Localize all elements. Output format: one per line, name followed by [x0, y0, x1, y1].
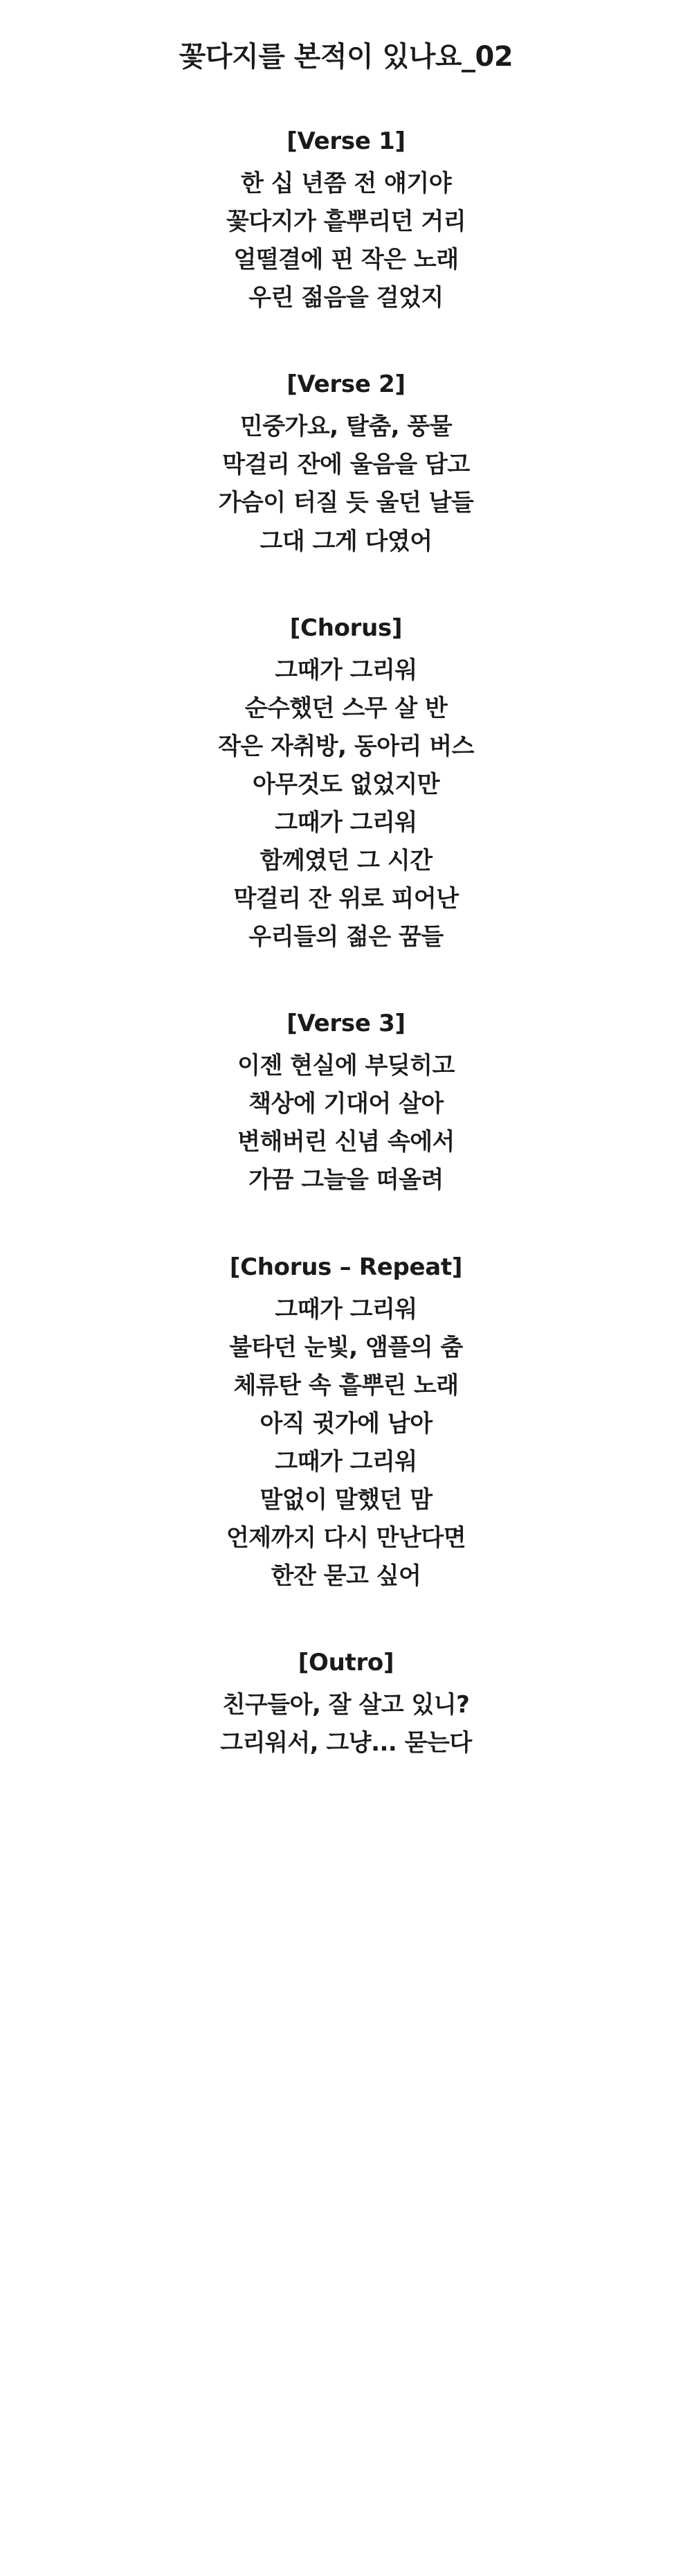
lyrics-section [28, 1250, 664, 1596]
section-heading: [Verse 2] [286, 370, 406, 399]
lyric-line: 함께였던 그 시간 [260, 847, 432, 875]
section-heading: [Verse 3] [286, 1010, 406, 1038]
lyrics-section [28, 367, 664, 560]
lyric-line: 그때가 그리워 [275, 656, 417, 684]
section-heading: [Chorus] [289, 614, 403, 642]
page-title: 꽃다지를 본적이 있나요_02 [179, 41, 513, 73]
section-heading: [Chorus – Repeat] [229, 1253, 463, 1281]
lyric-line: 아직 귓가에 남아 [260, 1409, 432, 1438]
lyric-line: 가끔 그늘을 떠올려 [248, 1166, 444, 1195]
section-heading: [Verse 1] [286, 127, 406, 155]
lyrics-section [28, 1645, 664, 1762]
lyric-line: 막걸리 잔에 울음을 담고 [222, 451, 470, 479]
lyric-line: 변해버린 신념 속에서 [237, 1128, 455, 1156]
lyric-line: 막걸리 잔 위로 피어난 [233, 885, 459, 913]
lyric-line: 가슴이 터질 듯 울던 날들 [218, 489, 474, 517]
lyric-line: 이젠 현실에 부딪히고 [237, 1052, 455, 1080]
lyric-line: 우린 젊음을 걸었지 [248, 284, 444, 312]
lyric-line: 꽃다지가 흩뿌리던 거리 [226, 208, 466, 236]
lyric-line: 언제까지 다시 만난다면 [226, 1524, 466, 1553]
lyric-line: 친구들아, 잘 살고 있니? [222, 1691, 470, 1719]
lyrics-sections [28, 124, 664, 1762]
lyric-line: 말없이 말했던 맘 [260, 1485, 432, 1514]
lyric-line: 순수했던 스무 살 반 [244, 694, 448, 722]
lyric-line: 아무것도 없었지만 [252, 770, 440, 798]
lyric-line: 그리워서, 그냥... 묻는다 [220, 1729, 472, 1757]
lyric-line: 그때가 그리워 [275, 1295, 417, 1323]
lyric-line: 얼떨결에 핀 작은 노래 [233, 246, 459, 274]
lyric-line: 작은 자취방, 동아리 버스 [218, 732, 474, 760]
lyric-line: 민중가요, 탈춤, 풍물 [239, 413, 453, 441]
lyric-line: 그때가 그리워 [275, 1447, 417, 1476]
lyric-line: 우리들의 젊은 꿈들 [248, 923, 444, 951]
lyric-line: 그대 그게 다였어 [260, 527, 432, 555]
lyric-line: 한잔 묻고 싶어 [271, 1562, 421, 1591]
lyrics-section [28, 1006, 664, 1199]
lyric-line: 책상에 기대어 살아 [248, 1090, 444, 1118]
lyrics-section [28, 124, 664, 317]
lyrics-section [28, 611, 664, 957]
section-heading: [Outro] [298, 1649, 394, 1677]
lyric-line: 불타던 눈빛, 앰플의 춤 [229, 1333, 463, 1361]
lyric-line: 체류탄 속 흩뿌린 노래 [233, 1371, 459, 1399]
lyric-line: 한 십 년쯤 전 얘기야 [240, 170, 452, 197]
lyric-line: 그때가 그리워 [275, 808, 417, 837]
